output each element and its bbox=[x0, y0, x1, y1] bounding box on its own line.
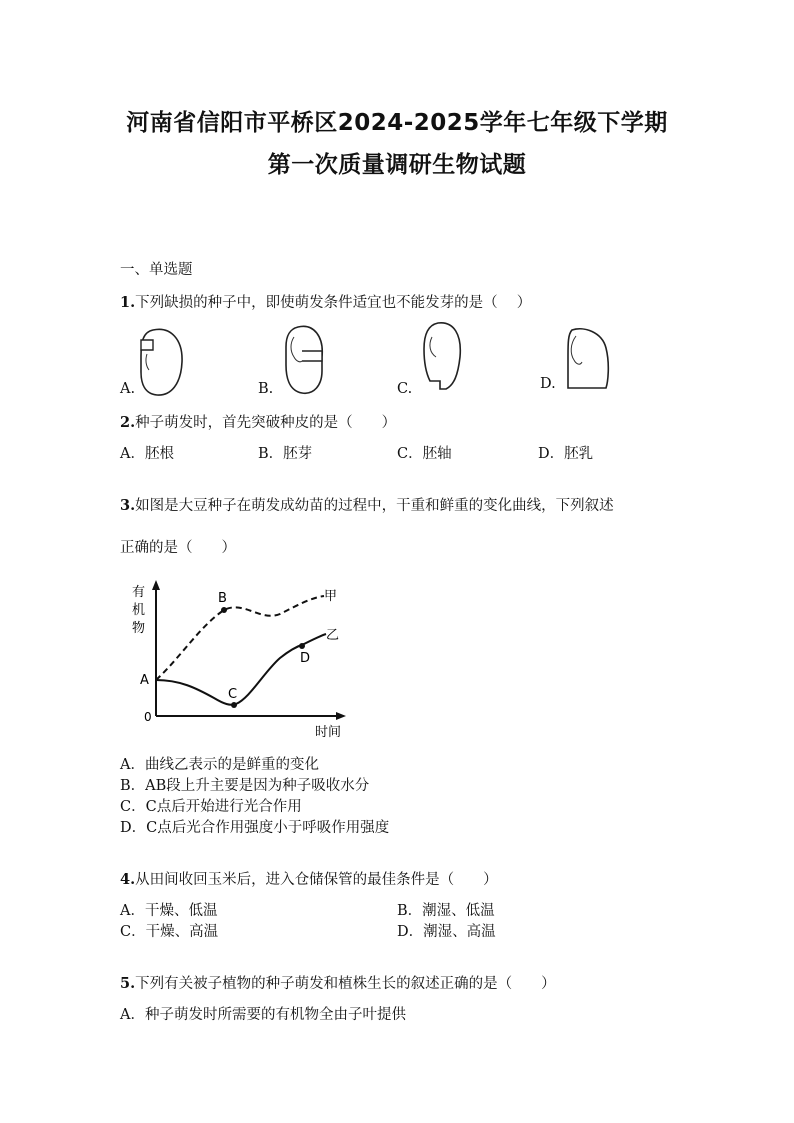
question-2 bbox=[120, 411, 396, 432]
question-2-stem: 种子萌发时，首先突破种皮的是（ ） bbox=[135, 415, 397, 431]
point-label-c: C bbox=[228, 687, 238, 702]
point-c bbox=[231, 702, 237, 708]
q1-option-d-label: D. bbox=[540, 376, 556, 392]
seed-c-image bbox=[420, 319, 470, 393]
q1-option-c-label: C. bbox=[397, 381, 413, 397]
point-label-b: B bbox=[218, 591, 227, 606]
question-4 bbox=[120, 868, 498, 889]
q3-option-a: A．曲线乙表示的是鲜重的变化 bbox=[120, 757, 319, 773]
q3-option-d: D．C点后光合作用强度小于呼吸作用强度 bbox=[120, 820, 390, 836]
question-5-number: 5. bbox=[120, 975, 136, 992]
origin-label: 0 bbox=[144, 710, 152, 724]
y-axis-label-char-1: 有 bbox=[132, 585, 146, 600]
point-d bbox=[299, 643, 305, 649]
q3-option-c: C．C点后开始进行光合作用 bbox=[120, 799, 302, 815]
question-1-stem: 下列缺损的种子中，即使萌发条件适宜也不能发芽的是（ ） bbox=[135, 295, 532, 311]
seed-b-image bbox=[282, 323, 332, 397]
seed-d-image bbox=[562, 326, 614, 390]
question-4-stem: 从田间收回玉米后，进入仓储保管的最佳条件是（ ） bbox=[135, 872, 498, 888]
seed-a-image bbox=[135, 326, 187, 398]
question-3 bbox=[120, 494, 614, 515]
series-label-jia: 甲 bbox=[324, 589, 338, 604]
document-title-line1: 河南省信阳市平桥区2024-2025学年七年级下学期 bbox=[126, 110, 668, 136]
question-1-number: 1. bbox=[120, 294, 136, 311]
q4-option-b: B．潮湿、低温 bbox=[397, 903, 495, 919]
question-3-number: 3. bbox=[120, 497, 136, 514]
q4-option-d: D．潮湿、高温 bbox=[397, 924, 496, 940]
organic-matter-chart bbox=[120, 576, 360, 744]
section-heading: 一、单选题 bbox=[120, 262, 193, 278]
point-label-d: D bbox=[300, 651, 311, 666]
question-1 bbox=[120, 291, 531, 312]
q4-option-a: A．干燥、低温 bbox=[120, 903, 218, 919]
question-4-number: 4. bbox=[120, 871, 136, 888]
x-axis-label: 时间 bbox=[315, 725, 342, 740]
q1-option-a-label: A. bbox=[120, 381, 136, 397]
document-title-line2: 第一次质量调研生物试题 bbox=[267, 152, 527, 178]
q4-option-c: C．干燥、高温 bbox=[120, 924, 219, 940]
y-axis-label-char-2: 机 bbox=[132, 603, 146, 618]
question-5 bbox=[120, 972, 556, 993]
y-axis-arrow bbox=[152, 580, 160, 590]
question-3-stem-line2: 正确的是（ ） bbox=[120, 540, 236, 556]
q2-option-a: A．胚根 bbox=[120, 446, 174, 462]
q2-option-c: C．胚轴 bbox=[397, 446, 452, 462]
question-2-number: 2. bbox=[120, 414, 136, 431]
question-5-stem: 下列有关被子植物的种子萌发和植株生长的叙述正确的是（ ） bbox=[135, 976, 556, 992]
q1-option-b-label: B. bbox=[258, 381, 274, 397]
point-b bbox=[221, 607, 227, 613]
q3-option-b: B．AB段上升主要是因为种子吸收水分 bbox=[120, 778, 370, 794]
point-label-a: A bbox=[140, 673, 149, 688]
x-axis-arrow bbox=[336, 712, 346, 720]
q5-option-a: A．种子萌发时所需要的有机物全由子叶提供 bbox=[120, 1007, 406, 1023]
q2-option-d: D．胚乳 bbox=[538, 446, 594, 462]
y-axis-label-char-3: 物 bbox=[132, 621, 146, 636]
series-label-yi: 乙 bbox=[326, 628, 340, 643]
series-jia-line bbox=[156, 596, 324, 680]
question-3-stem-line1: 如图是大豆种子在萌发成幼苗的过程中，干重和鲜重的变化曲线，下列叙述 bbox=[135, 498, 614, 514]
q2-option-b: B．胚芽 bbox=[258, 446, 313, 462]
